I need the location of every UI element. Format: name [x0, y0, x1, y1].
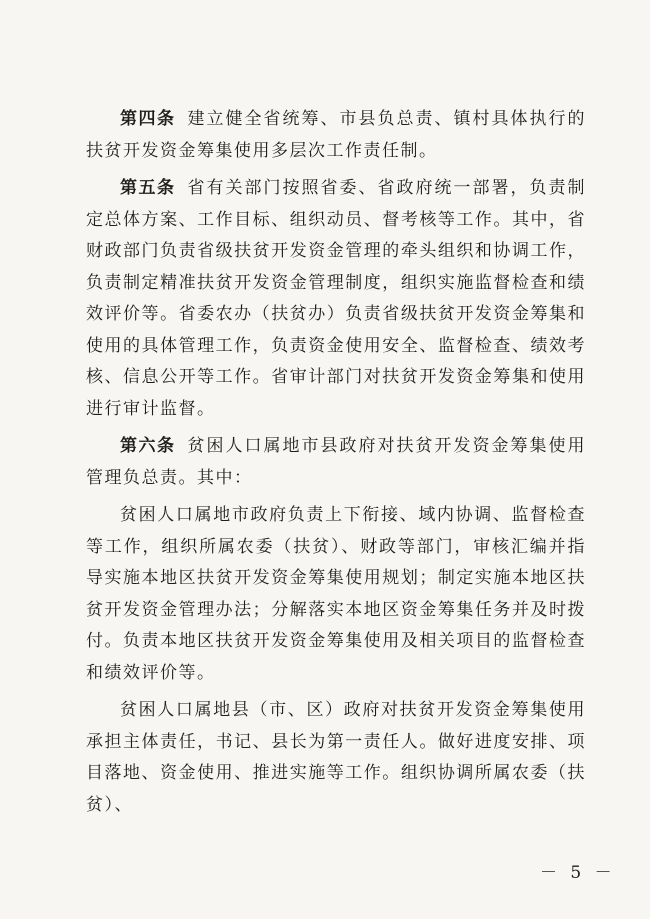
paragraph-text: 省有关部门按照省委、省政府统一部署，负责制定总体方案、工作目标、组织动员、督考核等工作。其中，省财政部门负责省级扶贫开发资金管理的牵头组织和协调工作，负责制定精准扶贫开发资金管理制度，组织实施监督检查和绩效评价等。省委农办（扶贫办）负责省级扶贫开发资金筹集和使用的具体管理工作，负责资金使用安全、监督检查、绩效考核、信息公开等工作。省审计部门对扶贫开发资金筹集和使用进行审计监督。: [86, 178, 586, 419]
paragraph-text: 贫困人口属地县（市、区）政府对扶贫开发资金筹集使用承担主体责任，书记、县长为第一责任人。做好进度安排、项目落地、资金使用、推进实施等工作。组织协调所属农委（扶贫）、: [86, 700, 586, 815]
paragraph-text: 贫困人口属地市县政府对扶贫开发资金筹集使用管理负总责。其中：: [86, 436, 586, 488]
paragraph-city-government: [86, 500, 586, 689]
page-number: － 5 －: [540, 863, 616, 883]
document-body: [86, 104, 586, 821]
paragraph-text: 建立健全省统筹、市县负总责、镇村具体执行的扶贫开发资金筹集使用多层次工作责任制。: [86, 109, 586, 161]
article-heading: 第六条: [120, 436, 176, 456]
paragraph-article-5: [86, 173, 586, 425]
paragraph-article-6: [86, 431, 586, 494]
article-heading: 第四条: [120, 109, 176, 129]
article-heading: 第五条: [120, 178, 176, 198]
paragraph-text: 贫困人口属地市政府负责上下衔接、域内协调、监督检查等工作，组织所属农委（扶贫）、财政等部门，审核汇编并指导实施本地区扶贫开发资金筹集使用规划；制定实施本地区扶贫开发资金管理办法；分解落实本地区资金筹集任务并及时拨付。负责本地区扶贫开发资金筹集使用及相关项目的监督检查和绩效评价等。: [86, 505, 586, 683]
paragraph-county-government: [86, 695, 586, 821]
paragraph-article-4: [86, 104, 586, 167]
